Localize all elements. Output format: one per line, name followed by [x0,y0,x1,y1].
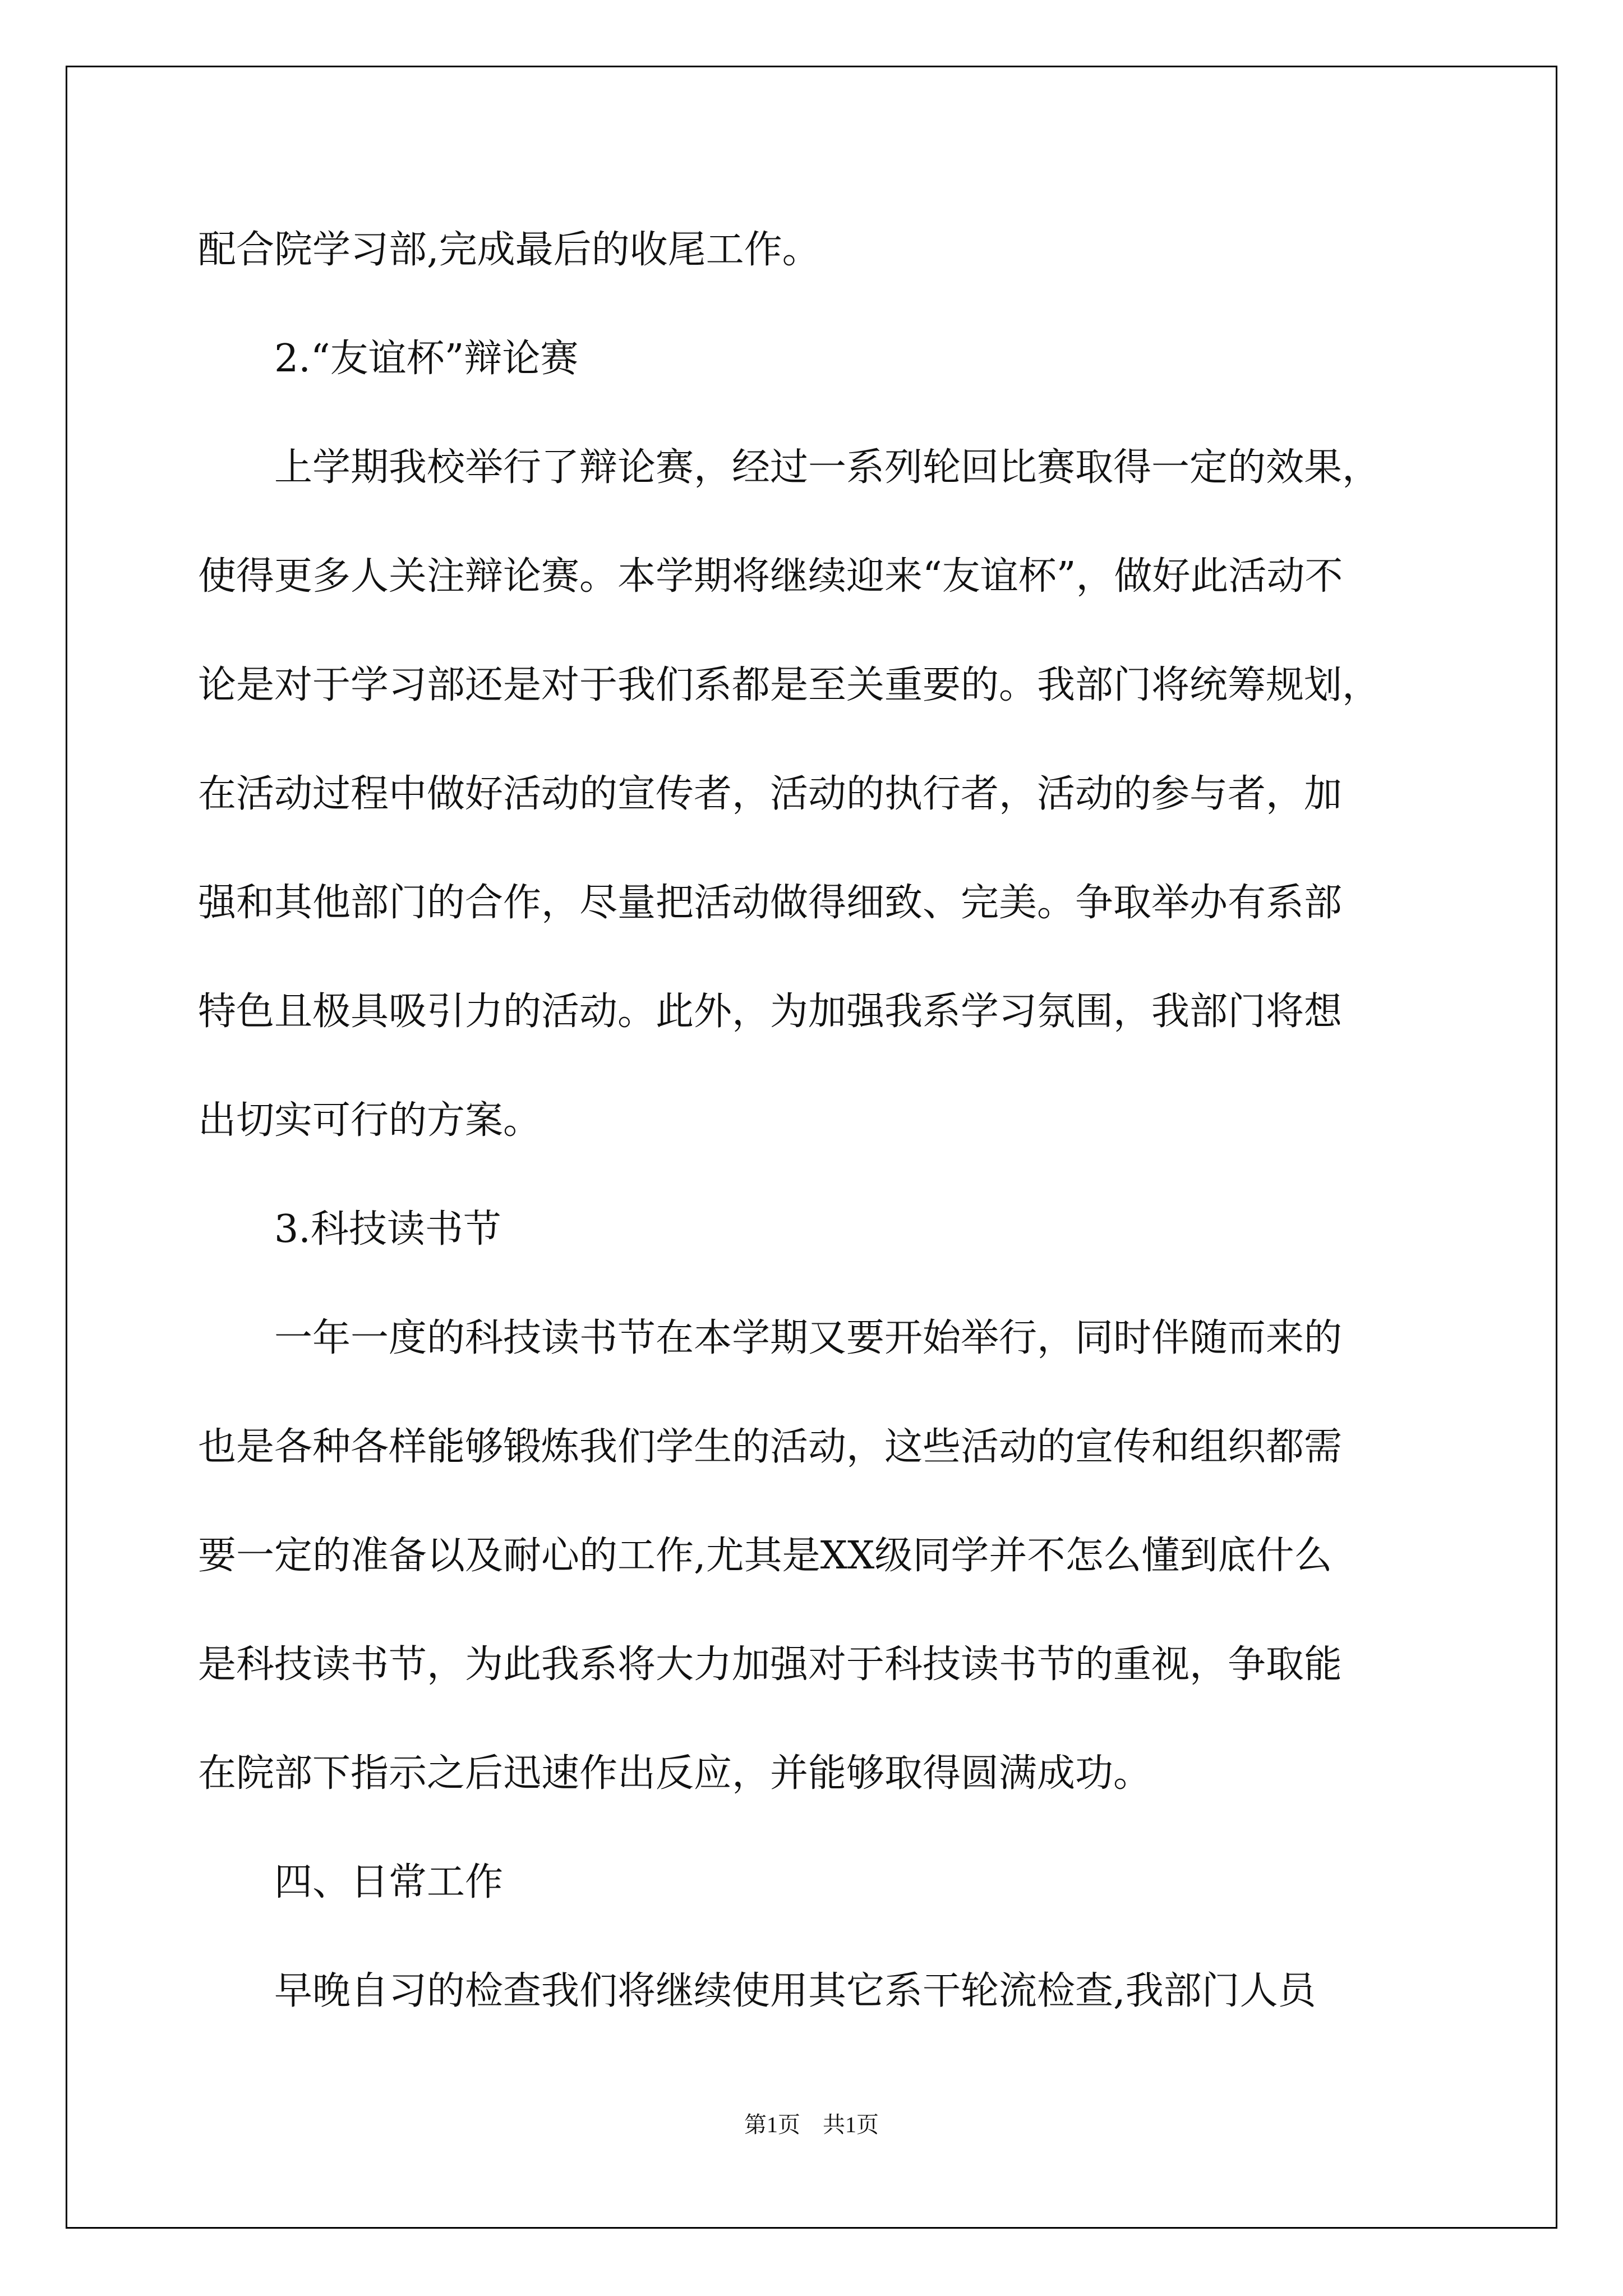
body-line: 上学期我校举行了辩论赛，经过一系列轮回比赛取得一定的效果， [198,445,1381,490]
body-line: 早晚自习的检查我们将继续使用其它系干轮流检查,我部门人员 [198,1969,1316,2013]
body-line: 使得更多人关注辩论赛。本学期将继续迎来“友谊杯”，做好此活动不 [198,554,1343,599]
body-line: 论是对于学习部还是对于我们系都是至关重要的。我部门将统筹规划， [198,663,1381,707]
section-heading: 2.“友谊杯”辩论赛 [198,337,579,381]
body-line: 在活动过程中做好活动的宣传者，活动的执行者，活动的参与者，加 [198,772,1343,816]
page-number-current: 第1页 [744,2112,800,2137]
body-line: 要一定的准备以及耐心的工作,尤其是XX级同学并不怎么懂到底什么 [198,1534,1332,1578]
body-line: 是科技读书节，为此我系将大力加强对于科技读书节的重视，争取能 [198,1642,1343,1687]
body-line: 出切实可行的方案。 [198,1098,542,1143]
page-footer [0,2114,1623,2136]
body-line: 强和其他部门的合作，尽量把活动做得细致、完美。争取举办有系部 [198,881,1343,925]
section-heading: 四、日常工作 [198,1860,504,1904]
body-line: 一年一度的科技读书节在本学期又要开始举行，同时伴随而来的 [198,1316,1343,1360]
section-heading: 3.科技读书节 [198,1207,501,1251]
body-line: 特色且极具吸引力的活动。此外，为加强我系学习氛围，我部门将想 [198,990,1343,1034]
body-line: 配合院学习部,完成最后的收尾工作。 [198,228,820,272]
page-number-total: 共1页 [823,2112,879,2137]
body-line: 也是各种各样能够锻炼我们学生的活动，这些活动的宣传和组织都需 [198,1425,1343,1469]
body-line: 在院部下指示之后迅速作出反应，并能够取得圆满成功。 [198,1751,1152,1796]
